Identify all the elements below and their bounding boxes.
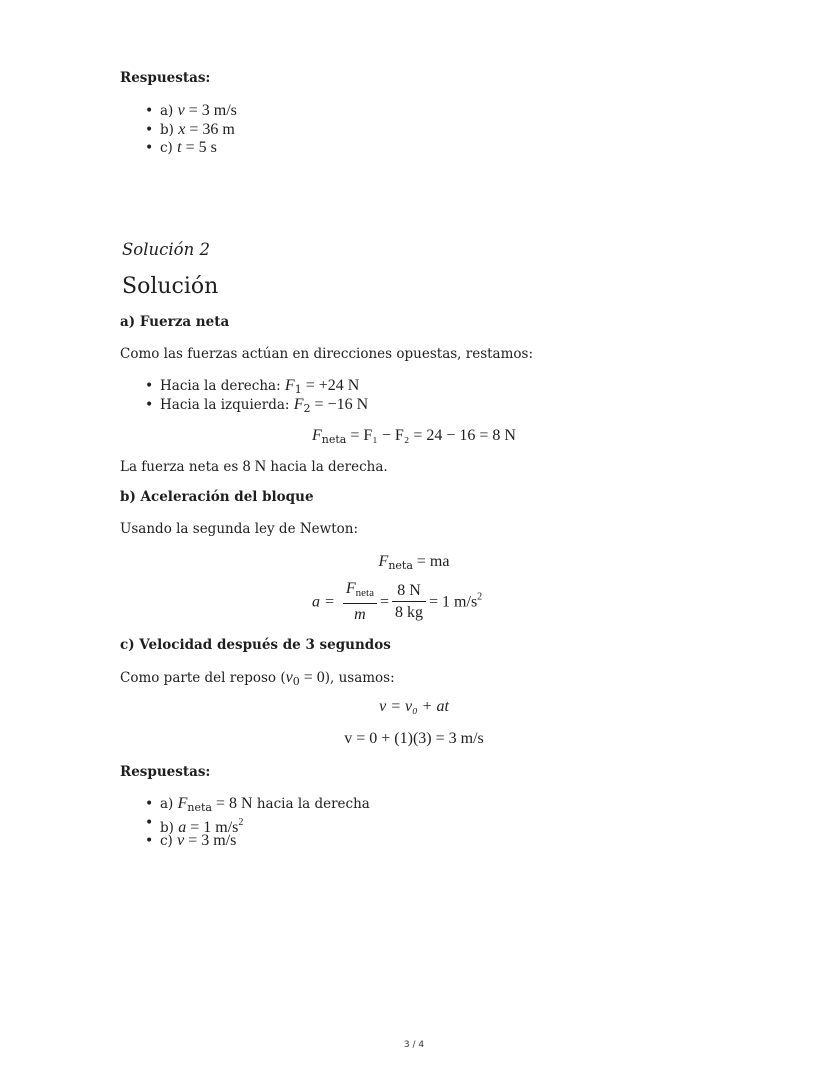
list-item: • b) a = 1 $m/s^2$ (120, 814, 370, 833)
fraction-values: $\frac{8 N}{8 kg}$ (392, 582, 426, 622)
solution-tag: Solución 2 (122, 240, 210, 259)
list-item: • a) v = 3 m/s (120, 102, 237, 121)
part-a-intro: Como las fuerzas actúan en direcciones opuestas, restamos: (120, 346, 534, 362)
list-item: • a) $F_{neta} = 8$ N hacia la derecha (120, 795, 370, 814)
answers-list-2 (120, 795, 370, 851)
part-c-intro: Como parte del reposo $(v_0 = 0)$, usamos: (120, 669, 395, 688)
fraction-force-over-mass: $\frac{F_{neta}}{m}$ (343, 580, 377, 624)
part-b-heading: b) Aceleración del bloque (120, 489, 314, 505)
answers-list-1 (120, 102, 237, 158)
list-item: • Hacia la izquierda: $F_2 = -16$ N (120, 396, 368, 415)
acceleration-equation: a = $\frac{F_{neta}}{m}$ = $\frac{8 N}{8 kg}$ = 1 $m/s^2$ (312, 580, 483, 623)
forces-list (120, 377, 368, 414)
list-item: • b) x = 36 m (120, 121, 237, 140)
part-c-heading: c) Velocidad después de 3 segundos (120, 637, 391, 653)
part-a-conclusion: La fuerza neta es 8 N hacia la derecha. (120, 458, 388, 475)
page-number: 3 / 4 (403, 1040, 425, 1050)
part-b-intro: Usando la segunda ley de Newton: (120, 521, 358, 537)
answers-heading-1: Respuestas: (120, 70, 211, 86)
net-force-equation: $F_{neta} = F_1 - F_2 = 24 - 16 = 8$ N (312, 427, 516, 446)
list-item: • c) v = 3 m/s (120, 832, 370, 851)
part-a-heading: a) Fuerza neta (120, 314, 230, 330)
answers-heading-2: Respuestas: (120, 764, 211, 780)
list-item: • Hacia la derecha: $F_1 = +24$ N (120, 377, 368, 396)
velocity-formula: v = v₀ + at (379, 698, 449, 715)
velocity-result: v = 0 + (1)(3) = 3 m/s (344, 730, 484, 747)
solution-title: Solución (122, 274, 219, 299)
list-item: • c) t = 5 s (120, 139, 237, 158)
newton-equation: $F_{neta}$ = ma (378, 553, 450, 572)
